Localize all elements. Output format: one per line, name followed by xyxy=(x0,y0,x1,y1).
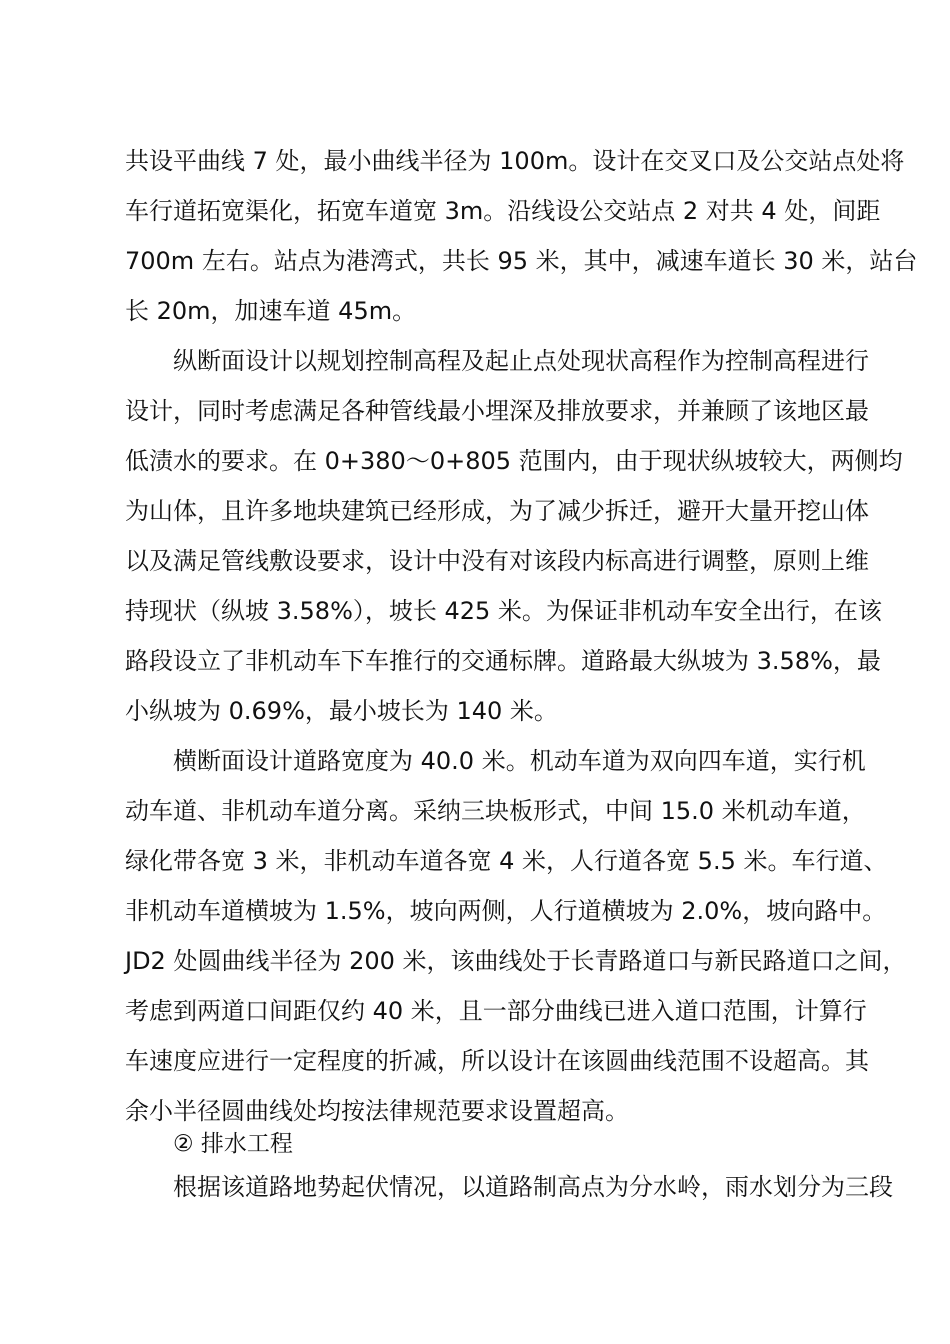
text-line: 以及满足管线敷设要求，设计中没有对该段内标高进行调整，原则上维 xyxy=(125,547,869,575)
text-line: 动车道、非机动车道分离。采纳三块板形式，中间 15.0 米机动车道， xyxy=(125,797,866,825)
text-line: 长 20m，加速车道 45m。 xyxy=(125,297,417,325)
section-heading: ② 排水工程 xyxy=(173,1131,293,1157)
text-line: 绿化带各宽 3 米，非机动车道各宽 4 米，人行道各宽 5.5 米。车行道、 xyxy=(125,847,888,875)
text-line: 车行道拓宽渠化，拓宽车道宽 3m。沿线设公交站点 2 对共 4 处，间距 xyxy=(125,197,881,225)
paragraph-first-line: 根据该道路地势起伏情况，以道路制高点为分水岭，雨水划分为三段 xyxy=(173,1173,893,1201)
text-line: 车速度应进行一定程度的折减，所以设计在该圆曲线范围不设超高。其 xyxy=(125,1047,869,1075)
paragraph-first-line: 横断面设计道路宽度为 40.0 米。机动车道为双向四车道，实行机 xyxy=(173,747,866,775)
text-line: 为山体，且许多地块建筑已经形成，为了减少拆迁，避开大量开挖山体 xyxy=(125,497,869,525)
text-line: 小纵坡为 0.69%，最小坡长为 140 米。 xyxy=(125,697,558,725)
text-line: 设计，同时考虑满足各种管线最小埋深及排放要求，并兼顾了该地区最 xyxy=(125,397,869,425)
text-line: 700m 左右。站点为港湾式，共长 95 米，其中，减速车道长 30 米，站台 xyxy=(125,247,918,275)
text-line: 共设平曲线 7 处，最小曲线半径为 100m。设计在交叉口及公交站点处将 xyxy=(125,147,905,175)
text-line: 持现状（纵坡 3.58%），坡长 425 米。为保证非机动车安全出行，在该 xyxy=(125,597,882,625)
text-line: 考虑到两道口间距仅约 40 米，且一部分曲线已进入道口范围，计算行 xyxy=(125,997,867,1025)
text-line: JD2 处圆曲线半径为 200 米，该曲线处于长青路道口与新民路道口之间， xyxy=(125,947,907,975)
text-line: 路段设立了非机动车下车推行的交通标牌。道路最大纵坡为 3.58%，最 xyxy=(125,647,881,675)
text-line: 余小半径圆曲线处均按法律规范要求设置超高。 xyxy=(125,1097,629,1125)
text-line: 非机动车道横坡为 1.5%，坡向两侧，人行道横坡为 2.0%，坡向路中。 xyxy=(125,897,887,925)
text-line: 低渍水的要求。在 0+380～0+805 范围内，由于现状纵坡较大，两侧均 xyxy=(125,447,903,475)
paragraph-first-line: 纵断面设计以规划控制高程及起止点处现状高程作为控制高程进行 xyxy=(173,347,869,375)
